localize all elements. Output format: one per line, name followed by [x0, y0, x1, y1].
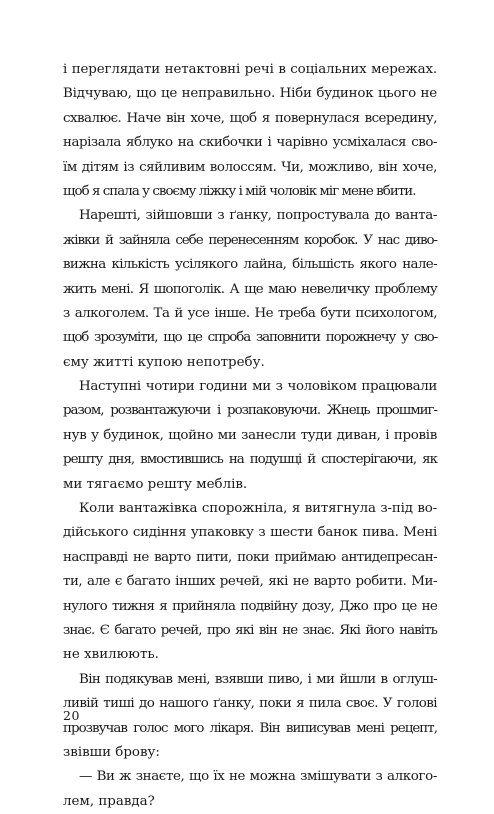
text-line: єму житті купою непотребу. — [63, 354, 265, 370]
text-line: дійського сидіння упаковку з шести банок пива. Мені — [63, 525, 437, 541]
body-text — [63, 58, 437, 814]
text-line: нулого тижня я прийняла подвійну дозу, Джо про це не — [63, 598, 437, 614]
text-line: знає. Є багато речей, про які він не знає. Які його навіть — [63, 622, 437, 638]
text-line: вижна кількість усілякого лайна, більшість якого нале- — [63, 257, 437, 273]
text-line: нарізала яблуко на скибочки і чарівно усміхалася сво- — [63, 135, 437, 151]
text-line: щоб я спала у своєму ліжку і мій чоловік міг мене вбити. — [63, 183, 416, 199]
text-line: ми тягаємо решту меблів. — [63, 476, 248, 492]
text-line: прозвучав голос мого лікаря. Він виписував мені рецепт, — [63, 720, 437, 736]
text-line: — Ви ж знаєте, що їх не можна змішувати з алкого- — [79, 769, 437, 785]
text-line: звівши брову: — [63, 744, 160, 760]
text-line: нув у будинок, щойно ми занесли туди диван, і провів — [63, 427, 437, 443]
text-line: жить мені. Я шопоголік. А ще маю невеличку проблему — [63, 281, 437, 297]
text-line: їм дітям із сяйливим волоссям. Чи, можливо, він хоче, — [63, 159, 437, 175]
text-line: з алкоголем. Та й усе інше. Не треба бути психологом, — [63, 305, 437, 321]
text-line: схвалює. Наче він хоче, щоб я повернулася всередину, — [63, 110, 437, 126]
text-line: ти, але є багато інших речей, які не варто робити. Ми- — [63, 574, 437, 590]
text-line: лем, правда? — [63, 793, 155, 809]
text-line: і переглядати нетактовні речі в соціальних мережах. — [63, 62, 437, 77]
text-line: щоб зрозуміти, що це спроба заповнити порожнечу у сво- — [63, 330, 437, 346]
text-line: Відчуваю, що це неправильно. Ніби будинок цього не — [63, 86, 437, 102]
text-line: насправді не варто пити, поки приймаю антидепресан- — [63, 549, 437, 565]
text-line: Нарешті, зійшовши з ґанку, попростувала до вантa- — [79, 208, 437, 224]
text-line: ливій тиші до нашого ґанку, поки я пила своє. У голові — [63, 696, 437, 712]
text-line: жівки й зайняла себе перенесенням коробок. У нас диво- — [63, 232, 437, 248]
text-line: не хвилюють. — [63, 647, 159, 663]
page-number: 20 — [63, 708, 80, 723]
text-line: Коли вантажівка спорожніла, я витягнула з-під во- — [79, 501, 437, 517]
text-line: Він подякував мені, взявши пиво, і ми йшли в оглуш- — [79, 671, 437, 687]
text-line: решту дня, вмостившись на подушці й спостерігаючи, як — [63, 452, 437, 468]
text-line: разом, розвантажуючи і розпаковуючи. Жнець прошмиг- — [63, 403, 437, 419]
text-line: Наступні чотири години ми з чоловіком працювали — [79, 379, 437, 395]
